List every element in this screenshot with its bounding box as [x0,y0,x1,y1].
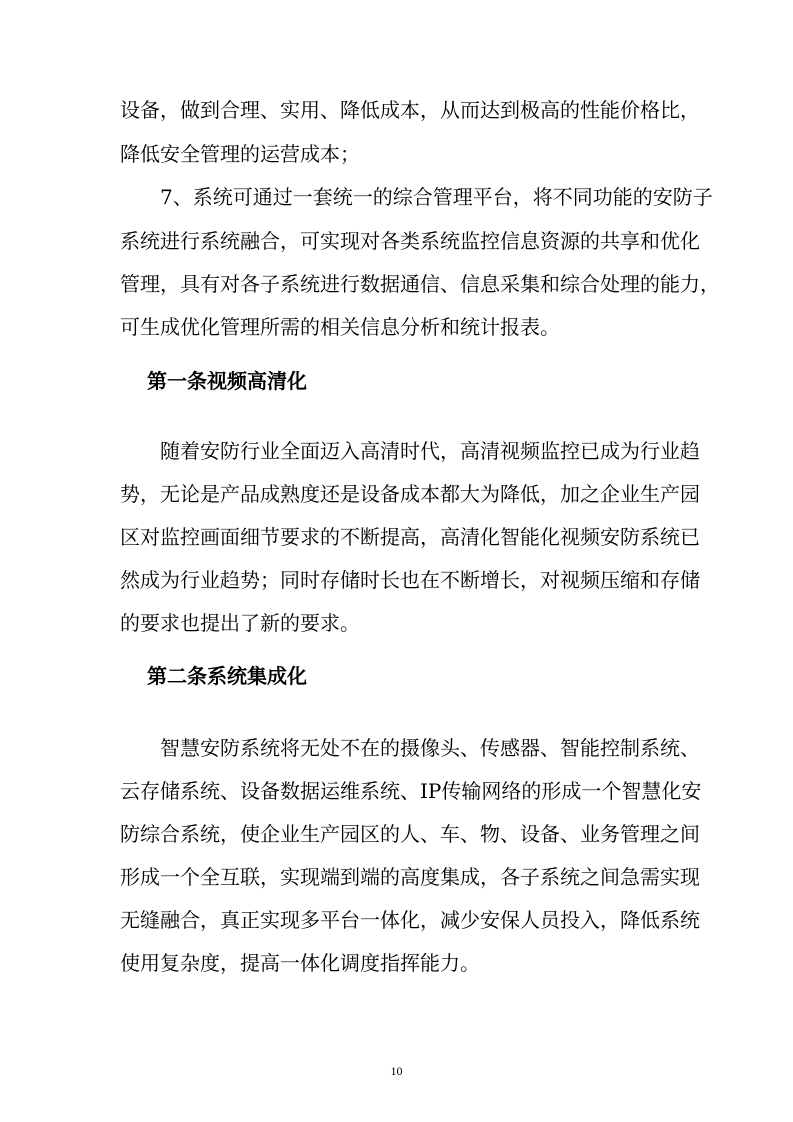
section-heading: 第二条系统集成化 [147,664,307,688]
text-line: 系统进行系统融合，可实现对各类系统监控信息资源的共享和优化 [120,229,700,253]
text-line: 防综合系统，使企业生产园区的人、车、物、设备、业务管理之间 [120,822,700,846]
text-line: 势，无论是产品成熟度还是设备成本都大为降低，加之企业生产园 [120,482,700,506]
text-line: 智慧安防系统将无处不在的摄像头、传感器、智能控制系统、 [160,736,700,760]
text-line: 区对监控画面细节要求的不断提高，高清化智能化视频安防系统已 [120,525,700,549]
text-line: 无缝融合，真正实现多平台一体化，减少安保人员投入，降低系统 [120,908,700,932]
text-line: 可生成优化管理所需的相关信息分析和统计报表。 [120,315,560,339]
text-line: 降低安全管理的运营成本； [120,142,360,166]
text-line: 随着安防行业全面迈入高清时代，高清视频监控已成为行业趋 [160,439,700,463]
page-number: 10 [390,1064,403,1078]
text-line: 使用复杂度，提高一体化调度指挥能力。 [120,951,480,975]
section-heading: 第一条视频高清化 [147,369,307,393]
text-line: 云存储系统、设备数据运维系统、IP传输网络的形成一个智慧化安 [120,779,702,803]
text-line: 然成为行业趋势；同时存储时长也在不断增长，对视频压缩和存储 [120,568,700,592]
text-line: 管理，具有对各子系统进行数据通信、信息采集和综合处理的能力， [120,272,720,296]
text-line: 的要求也提出了新的要求。 [120,611,360,635]
text-line: 7、系统可通过一套统一的综合管理平台，将不同功能的安防子 [160,185,713,209]
text-line: 设备，做到合理、实用、降低成本，从而达到极高的性能价格比， [120,98,700,122]
text-line: 形成一个全互联，实现端到端的高度集成，各子系统之间急需实现 [120,865,700,889]
